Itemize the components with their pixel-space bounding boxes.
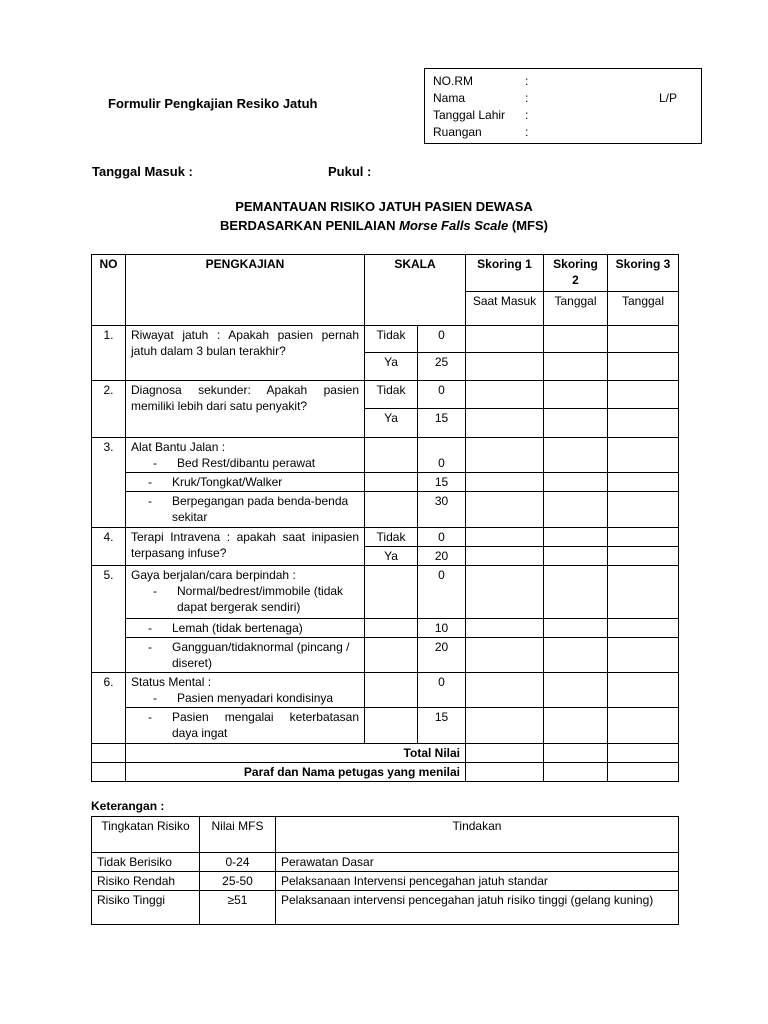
row-3-item-1: - Bed Rest/dibantu perawat [153,456,316,470]
legend-action: Pelaksanaan Intervensi pencegahan jatuh standar [276,872,679,891]
score-cell[interactable] [544,619,608,638]
header-skoring-1: Skoring 1 [466,255,544,292]
score-cell[interactable] [608,673,679,708]
nama-row: Nama : [433,91,529,105]
legend-score: 0-24 [200,853,276,872]
score-cell[interactable] [544,673,608,708]
row-1-opt-b: Ya [365,353,418,381]
legend-score: ≥51 [200,891,276,925]
pukul-label: Pukul : [328,164,372,179]
legend-level: Risiko Tinggi [92,891,200,925]
score-cell[interactable] [466,473,544,492]
row-5-item-1: - Normal/bedrest/immobile (tidak dapat bergerak sendiri) [153,584,344,614]
score-cell[interactable] [466,619,544,638]
row-1-opt-b-value: 25 [418,353,466,381]
score-cell[interactable] [544,566,608,619]
score-cell[interactable] [544,409,608,438]
row-5-item-3-value: 20 [418,638,466,673]
legend-table [91,816,679,925]
score-cell[interactable] [466,353,544,381]
header-tanggal-2: Tanggal [544,292,608,326]
row-3-item-2: - Kruk/Tongkat/Walker [126,473,365,492]
header-no: NO [92,255,126,326]
header-skala: SKALA [365,255,466,326]
score-cell[interactable] [466,326,544,353]
row-5-item-1-value: 0 [418,566,466,619]
heading-line-1: PEMANTAUAN RISIKO JATUH PASIEN DEWASA [235,199,533,214]
tgl-lahir-label: Tanggal Lahir [433,108,506,122]
score-cell[interactable] [544,708,608,744]
score-cell[interactable] [466,708,544,744]
paraf-label: Paraf dan Nama petugas yang menilai [126,763,466,782]
row-2-opt-a: Tidak [365,381,418,409]
row-5-item-2: - Lemah (tidak bertenaga) [126,619,365,638]
row-4-text: Terapi Intravena : apakah saat inipasien terpasang infuse? [126,528,365,566]
score-cell[interactable] [466,566,544,619]
row-4-opt-a-value: 0 [418,528,466,547]
score-cell[interactable] [608,528,679,547]
paraf-cell[interactable] [466,763,544,782]
gender-label: L/P [659,91,678,105]
row-5-no: 5. [92,566,126,673]
score-cell[interactable] [466,492,544,528]
score-cell[interactable] [608,473,679,492]
score-cell[interactable] [466,638,544,673]
score-cell[interactable] [466,528,544,547]
legend-header-tindakan: Tindakan [276,817,679,853]
row-3-item-3: - Berpegangan pada benda-benda sekitar [126,492,365,528]
score-cell[interactable] [608,326,679,353]
row-6-item-1: - Pasien menyadari kondisinya [153,691,334,705]
form-title: Formulir Pengkajian Resiko Jatuh [108,96,318,111]
row-5-cell [126,566,365,619]
row-6-item-1-value: 0 [418,673,466,708]
total-cell[interactable] [608,744,679,763]
header-skoring-3: Skoring 3 [608,255,679,292]
keterangan-label: Keterangan : [91,799,165,813]
score-cell[interactable] [608,708,679,744]
total-nilai-label: Total Nilai [126,744,466,763]
row-3-item-2-value: 15 [418,473,466,492]
header-skoring-2: Skoring 2 [544,255,608,292]
score-cell[interactable] [544,547,608,566]
total-cell[interactable] [466,744,544,763]
row-3-item-3-value: 30 [418,492,466,528]
score-cell[interactable] [608,381,679,409]
legend-level: Tidak Berisiko [92,853,200,872]
row-2-text: Diagnosa sekunder: Apakah pasien memiliki lebih dari satu penyakit? [126,381,365,438]
mfs-name: Morse Falls Scale [399,218,509,233]
row-5-item-3: - Gangguan/tidaknormal (pincang / diseret) [126,638,365,673]
score-cell[interactable] [608,438,679,473]
legend-score: 25-50 [200,872,276,891]
row-6-item-2: - Pasien mengalai keterbatasan daya ingat [126,708,365,744]
score-cell[interactable] [544,381,608,409]
total-cell[interactable] [544,744,608,763]
row-6-text: Status Mental : [131,675,212,689]
header-saat-masuk: Saat Masuk [466,292,544,326]
score-cell[interactable] [466,381,544,409]
row-1-text: Riwayat jatuh : Apakah pasien pernah jatuh dalam 3 bulan terakhir? [126,326,365,381]
row-4-opt-b: Ya [365,547,418,566]
score-cell[interactable] [608,547,679,566]
score-cell[interactable] [608,492,679,528]
row-3-no: 3. [92,438,126,528]
score-cell[interactable] [544,638,608,673]
row-6-item-2-value: 15 [418,708,466,744]
legend-action: Perawatan Dasar [276,853,679,872]
score-cell[interactable] [466,547,544,566]
heading-line-2: BERDASARKAN PENILAIAN Morse Falls Scale (MFS) [220,218,548,233]
row-6-cell [126,673,365,708]
row-2-no: 2. [92,381,126,438]
score-cell[interactable] [544,353,608,381]
tanggal-masuk-label: Tanggal Masuk : [92,164,193,179]
row-4-opt-b-value: 20 [418,547,466,566]
header-tanggal-3: Tanggal [608,292,679,326]
score-cell[interactable] [466,409,544,438]
row-4-no: 4. [92,528,126,566]
row-6-no: 6. [92,673,126,744]
score-cell[interactable] [608,409,679,438]
score-cell[interactable] [608,638,679,673]
row-3-item-1-value: 0 [418,438,466,473]
row-1-opt-a: Tidak [365,326,418,353]
score-cell[interactable] [608,619,679,638]
row-3-text: Alat Bantu Jalan : [131,440,226,454]
nama-label: Nama [433,91,466,105]
rm-row: NO.RM : [433,74,529,88]
row-1-no: 1. [92,326,126,381]
ruangan-label: Ruangan [433,125,482,139]
patient-id-box [424,68,702,144]
legend-level: Risiko Rendah [92,872,200,891]
row-5-item-2-value: 10 [418,619,466,638]
row-2-opt-b: Ya [365,409,418,438]
score-cell[interactable] [608,353,679,381]
paraf-cell[interactable] [608,763,679,782]
paraf-cell[interactable] [544,763,608,782]
score-cell[interactable] [608,566,679,619]
row-2-opt-a-value: 0 [418,381,466,409]
row-3-cell [126,438,365,473]
score-cell[interactable] [466,673,544,708]
ruangan-row: Ruangan : [433,125,529,139]
score-cell[interactable] [544,438,608,473]
assessment-table [91,254,679,782]
row-1-opt-a-value: 0 [418,326,466,353]
rm-label: NO.RM [433,74,473,88]
score-cell[interactable] [466,438,544,473]
legend-header-tingkatan: Tingkatan Risiko [92,817,200,853]
legend-header-nilai: Nilai MFS [200,817,276,853]
legend-action: Pelaksanaan intervensi pencegahan jatuh risiko tinggi (gelang kuning) [276,891,679,925]
score-cell[interactable] [544,473,608,492]
tgl-lahir-row: Tanggal Lahir : [433,108,529,122]
score-cell[interactable] [544,492,608,528]
row-5-text: Gaya berjalan/cara berpindah : [131,568,296,582]
score-cell[interactable] [544,528,608,547]
row-2-opt-b-value: 15 [418,409,466,438]
row-4-opt-a: Tidak [365,528,418,547]
score-cell[interactable] [544,326,608,353]
header-pengkajian: PENGKAJIAN [126,255,365,326]
